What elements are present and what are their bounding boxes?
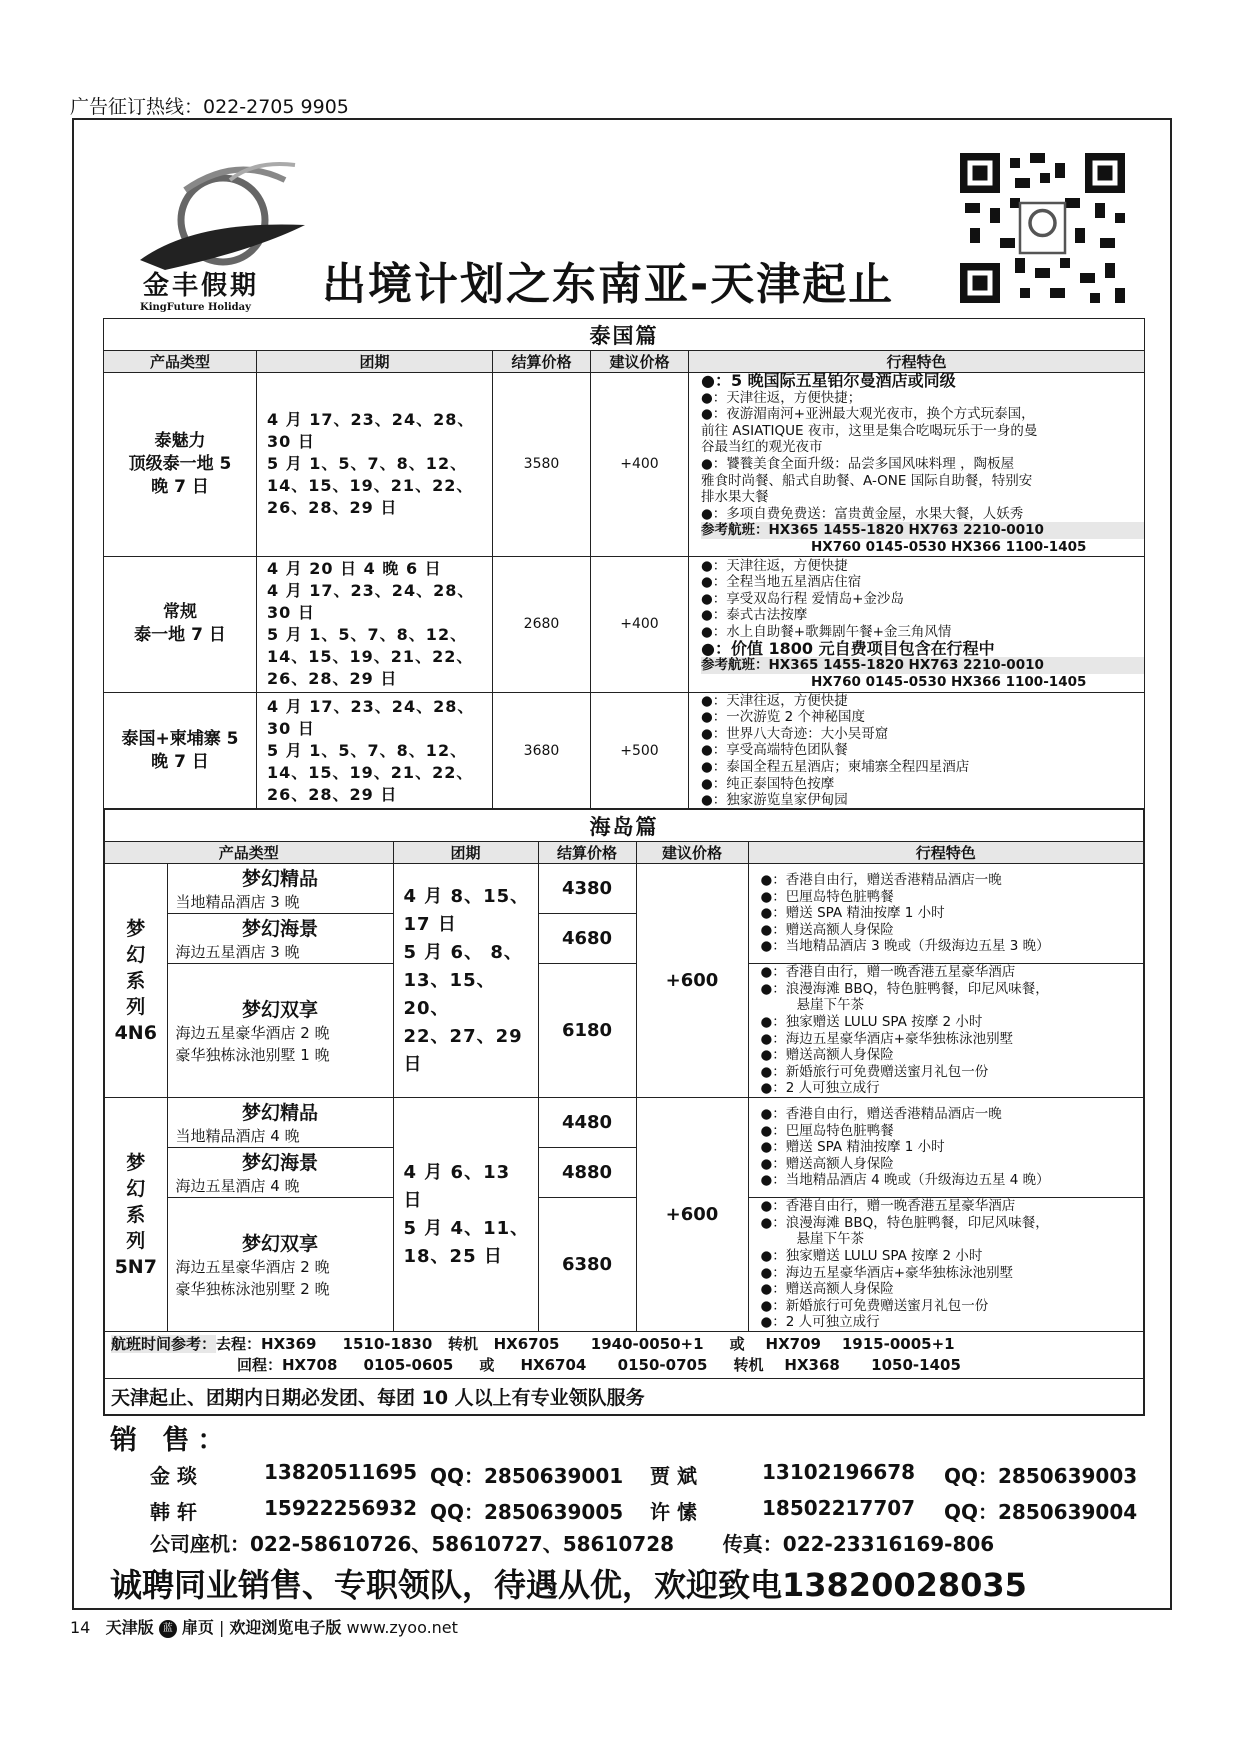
suggest-price: +400 [591, 556, 689, 692]
settle-price: 2680 [493, 556, 591, 692]
feature-line: ●：浪漫海滩 BBQ，特色脏鸭餐，印尼风味餐， [760, 980, 1049, 997]
feature-line: ●：饕餮美食全面升级：品尝多国风味料理 ，陶板屋 [701, 455, 1015, 472]
feature-line: 雅食时尚餐、船式自助餐、A-ONE 国际自助餐，特别安 [701, 472, 1033, 489]
features-cell [689, 373, 1145, 557]
feature-line: ●：赠送高额人身保险 [760, 921, 894, 938]
table-row [104, 1198, 1144, 1332]
series-label: 梦 幻 系 列 4N6 [104, 864, 167, 1098]
sales-qq[interactable]: QQ：2850639005 [430, 1500, 624, 1524]
col-header: 结算价格 [538, 842, 636, 864]
feature-line: ●：多项自费免费送：富贵黄金屋，水果大餐，人妖秀 [701, 505, 1024, 522]
feature-line: ●：赠送高额人身保险 [760, 1047, 894, 1064]
feature-line: ●：泰式古法按摩 [701, 607, 808, 624]
flight-reference: 参考航班：HX365 1455-1820 HX763 2210-0010 [701, 522, 1144, 539]
tour-dates: 4 月 8、15、 17 日 5 月 6、 8、 13、15、20、 22、27、29 日 [393, 864, 538, 1098]
feature-line: ●：夜游湄南河+亚洲最大观光夜市，换个方式玩泰国， [701, 406, 1035, 423]
features-cell [748, 1198, 1144, 1332]
website-link[interactable]: www.zyoo.net [346, 1618, 458, 1637]
settle-price: 3680 [493, 692, 591, 809]
features-cell [689, 556, 1145, 692]
product-desc: 海边五星豪华酒店 2 晚 豪华独栋泳池别墅 1 晚 [175, 1024, 330, 1064]
features-cell [748, 864, 1144, 964]
logo-text: 金丰假期 [143, 271, 260, 301]
table-row [104, 692, 1145, 809]
sales-qq[interactable]: QQ：2850639003 [944, 1464, 1138, 1488]
product-desc: 海边五星酒店 3 晚 [175, 943, 300, 961]
sales-name: 许 愫 [650, 1500, 697, 1524]
company-contact: 公司座机：022-58610726、58610727、58610728 传真：022-23316169-806 [150, 1532, 995, 1556]
flight-reference: HX760 0145-0530 HX366 1100-1405 [811, 673, 1087, 690]
feature-line: ●：纯正泰国特色按摩 [701, 775, 835, 792]
col-header: 团期 [393, 842, 538, 864]
feature-line: 排水果大餐 [701, 489, 769, 506]
feature-line: ●：香港自由行，赠一晚香港五星豪华酒店 [760, 964, 1016, 981]
col-header: 建议价格 [591, 351, 689, 373]
feature-line: ●：价值 1800 元自费项目包含在行程中 [701, 638, 995, 658]
tour-dates: 4 月 17、23、24、28、 30 日 5 月 1、5、7、8、12、 14、15、19、21、22、 26、28、29 日 [257, 373, 493, 557]
feature-line: ●：天津往返，方便快捷 [701, 557, 848, 574]
col-header: 行程特色 [748, 842, 1144, 864]
feature-line: 谷最当红的观光夜市 [701, 439, 823, 456]
product-name: 梦幻海景 [241, 918, 318, 940]
features-cell [689, 692, 1145, 809]
product-name: 梦幻精品 [241, 868, 318, 890]
section-title-island: 海岛篇 [104, 809, 1144, 842]
series-label: 梦 幻 系 列 5N7 [104, 1098, 167, 1332]
feature-line: ●：赠送高额人身保险 [760, 1281, 894, 1298]
settle-price: 4380 [538, 864, 636, 914]
feature-line: 前往 ASIATIQUE 夜市，这里是集合吃喝玩乐于一身的曼 [701, 422, 1038, 439]
welcome-text: 欢迎浏览电子版 [229, 1618, 342, 1637]
feature-line: ●：5 晚国际五星铂尔曼酒店或同级 [701, 371, 956, 390]
table-row [104, 964, 1144, 1098]
product-name: 常规 泰一地 7 日 [104, 556, 257, 692]
feature-line: ●：独家游览皇家伊甸园 [701, 792, 848, 809]
settle-price: 3580 [493, 373, 591, 557]
product-desc: 海边五星酒店 4 晚 [175, 1177, 300, 1195]
feature-line: ●：香港自由行，赠一晚香港五星豪华酒店 [760, 1198, 1016, 1215]
feature-line: ●：全程当地五星酒店住宿 [701, 574, 862, 591]
island-table [103, 808, 1145, 1416]
sales-qq[interactable]: QQ：2850639004 [944, 1500, 1138, 1524]
feature-line: ●：巴厘岛特色脏鸭餐 [760, 1122, 894, 1139]
product-name: 梦幻精品 [241, 1102, 318, 1124]
table-row [104, 1098, 1144, 1148]
tour-dates: 4 月 17、23、24、28、 30 日 5 月 1、5、7、8、12、 14、15、19、21、22、 26、28、29 日 [257, 692, 493, 809]
product-cell [167, 964, 393, 1098]
feature-line: ●：独家赠送 LULU SPA 按摩 2 小时 [760, 1013, 983, 1030]
col-header: 团期 [257, 351, 493, 373]
flight-label: 航班时间参考： [111, 1335, 217, 1353]
sales-qq[interactable]: QQ：2850639001 [430, 1464, 624, 1488]
edition-label: 天津版 [105, 1618, 154, 1637]
feature-line: ●：天津往返，方便快捷； [701, 389, 862, 406]
edition-badge-icon: 蓝 [159, 1620, 177, 1638]
feature-line: ●：赠送 SPA 精油按摩 1 小时 [760, 1139, 945, 1156]
feature-line: ●：浪漫海滩 BBQ，特色脏鸭餐，印尼风味餐， [760, 1214, 1049, 1231]
page-title: 出境计划之东南亚-天津起止 [322, 259, 895, 310]
sales-name: 韩 轩 [150, 1500, 197, 1524]
col-header: 产品类型 [104, 842, 393, 864]
product-desc: 海边五星豪华酒店 2 晚 豪华独栋泳池别墅 2 晚 [175, 1258, 330, 1298]
feature-line: ●：赠送高额人身保险 [760, 1155, 894, 1172]
group-departure-note: 天津起止、团期内日期必发团、每团 10 人以上有专业领队服务 [104, 1379, 1144, 1416]
logo-subtext: KingFuture Holiday [140, 302, 251, 313]
product-cell [167, 1098, 393, 1148]
suggest-price: +400 [591, 373, 689, 557]
product-name: 泰魅力 顶级泰一地 5 晚 7 日 [104, 373, 257, 557]
footer-divider: | [218, 1618, 225, 1637]
table-row [104, 556, 1145, 692]
col-header: 结算价格 [493, 351, 591, 373]
tour-dates: 4 月 6、13 日 5 月 4、11、 18、25 日 [393, 1098, 538, 1332]
feature-line: ●：新婚旅行可免费赠送蜜月礼包一份 [760, 1297, 989, 1314]
feature-line: 悬崖下午茶 [796, 997, 864, 1014]
feature-line: ●：香港自由行，赠送香港精品酒店一晚 [760, 872, 1002, 889]
recruit-banner: 诚聘同业销售、专职领队，待遇从优，欢迎致电13820028035 [110, 1566, 1027, 1604]
flight-reference: 参考航班：HX365 1455-1820 HX763 2210-0010 [701, 657, 1144, 674]
sales-phone[interactable]: 13820511695 [264, 1460, 418, 1484]
flight-outbound: 去程：HX369 1510-1830 转机 HX6705 1940-0050+1 或 HX709 1915-0005+1 [216, 1335, 955, 1353]
product-name: 梦幻海景 [241, 1152, 318, 1174]
sales-name: 贾 斌 [650, 1464, 697, 1488]
sales-phone[interactable]: 13102196678 [762, 1460, 916, 1484]
feature-line: ●：当地精品酒店 3 晚或（升级海边五星 3 晚） [760, 938, 1050, 955]
features-cell [748, 964, 1144, 1098]
feature-line: ●：享受双岛行程 爱情岛+金沙岛 [701, 590, 904, 607]
col-header: 行程特色 [689, 351, 1145, 373]
product-cell [167, 864, 393, 914]
page-footer [70, 1615, 458, 1638]
section-label: 扉页 [181, 1618, 214, 1637]
feature-line: ●：巴厘岛特色脏鸭餐 [760, 888, 894, 905]
flight-times-row [104, 1332, 1144, 1379]
flight-times [104, 1332, 1144, 1379]
qr-code-icon[interactable] [955, 148, 1130, 308]
feature-line: ●：海边五星豪华酒店+豪华独栋泳池别墅 [760, 1030, 1014, 1047]
feature-line: ●：一次游览 2 个神秘国度 [701, 709, 865, 726]
settle-price: 4880 [538, 1148, 636, 1198]
feature-line: ●：香港自由行，赠送香港精品酒店一晚 [760, 1106, 1002, 1123]
suggest-price: +600 [636, 864, 748, 1098]
feature-line: ●：水上自助餐+歌舞剧午餐+金三角风情 [701, 624, 952, 641]
features-cell [748, 1098, 1144, 1198]
product-cell [167, 1198, 393, 1332]
col-header: 产品类型 [104, 351, 257, 373]
sales-phone[interactable]: 15922256932 [264, 1496, 418, 1520]
table-row [104, 373, 1145, 557]
suggest-price: +500 [591, 692, 689, 809]
page-number: 14 [70, 1618, 91, 1637]
product-name: 梦幻双享 [241, 1233, 318, 1255]
feature-line: ●：赠送 SPA 精油按摩 1 小时 [760, 905, 945, 922]
feature-line: ●：独家赠送 LULU SPA 按摩 2 小时 [760, 1247, 983, 1264]
feature-line: ●：新婚旅行可免费赠送蜜月礼包一份 [760, 1063, 989, 1080]
table-row [104, 864, 1144, 914]
sales-phone[interactable]: 18502217707 [762, 1496, 916, 1520]
product-name: 泰国+柬埔寨 5 晚 7 日 [104, 692, 257, 809]
product-cell [167, 914, 393, 964]
feature-line: ●：享受高端特色团队餐 [701, 742, 848, 759]
flight-reference: HX760 0145-0530 HX366 1100-1405 [811, 538, 1087, 555]
settle-price: 6380 [538, 1198, 636, 1332]
suggest-price: +600 [636, 1098, 748, 1332]
tour-dates: 4 月 20 日 4 晚 6 日 4 月 17、23、24、28、 30 日 5 月 1、5、7、8、12、 14、15、19、21、22、 26、28、29 日 [257, 556, 493, 692]
settle-price: 6180 [538, 964, 636, 1098]
flight-return: 回程：HX708 0105-0605 或 HX6704 0150-0705 转机 HX368 1050-1405 [237, 1356, 961, 1374]
feature-line: 悬崖下午茶 [796, 1231, 864, 1248]
feature-line: ●：世界八大奇迹：大小吴哥窟 [701, 725, 889, 742]
settle-price: 4480 [538, 1098, 636, 1148]
feature-line: ●：2 人可独立成行 [760, 1314, 880, 1331]
settle-price: 4680 [538, 914, 636, 964]
feature-line: ●：2 人可独立成行 [760, 1080, 880, 1097]
feature-line: ●：泰国全程五星酒店；柬埔寨全程四星酒店 [701, 758, 970, 775]
product-desc: 当地精品酒店 4 晚 [175, 1127, 300, 1145]
section-title-thailand: 泰国篇 [104, 319, 1145, 351]
ad-hotline: 广告征订热线：022-2705 9905 [70, 96, 349, 118]
product-cell [167, 1148, 393, 1198]
feature-line: ●：天津往返，方便快捷 [701, 692, 848, 709]
product-name: 梦幻双享 [241, 999, 318, 1021]
sales-heading: 销 售： [110, 1425, 233, 1456]
col-header: 建议价格 [636, 842, 748, 864]
feature-line: ●：当地精品酒店 4 晚或（升级海边五星 4 晚） [760, 1172, 1050, 1189]
thailand-table [103, 318, 1145, 810]
sales-name: 金 琰 [150, 1464, 197, 1488]
feature-line: ●：海边五星豪华酒店+豪华独栋泳池别墅 [760, 1264, 1014, 1281]
product-desc: 当地精品酒店 3 晚 [175, 893, 300, 911]
